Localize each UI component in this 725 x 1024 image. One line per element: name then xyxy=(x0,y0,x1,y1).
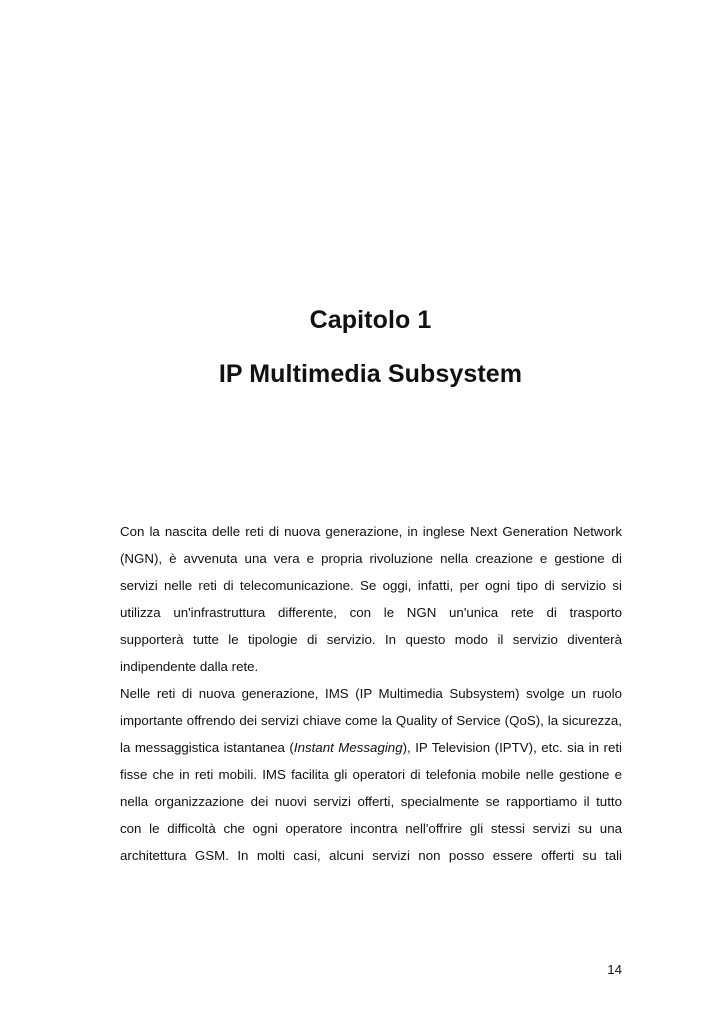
chapter-title-heading: IP Multimedia Subsystem xyxy=(218,360,523,388)
page-number: 14 xyxy=(607,962,622,977)
italic-term: Instant Messaging xyxy=(293,740,403,755)
paragraph-line: supporterà tutte le tipologie di servizio. In questo modo il servizio diventerà xyxy=(120,632,622,647)
paragraph-text: ), IP Television (IPTV), etc. sia in reti xyxy=(402,740,622,755)
paragraph-line: fisse che in reti mobili. IMS facilita gli operatori di telefonia mobile nelle gestione e xyxy=(120,767,622,782)
chapter-body-text xyxy=(120,518,622,869)
paragraph-line: servizi nelle reti di telecomunicazione. Se oggi, infatti, per ogni tipo di servizio si xyxy=(120,578,622,593)
paragraph-line: (NGN), è avvenuta una vera e propria rivoluzione nella creazione e gestione di xyxy=(120,551,622,566)
paragraph-line: indipendente dalla rete. xyxy=(120,659,259,674)
paragraph-line: Nelle reti di nuova generazione, IMS (IP Multimedia Subsystem) svolge un ruolo xyxy=(120,686,622,701)
paragraph-line: Con la nascita delle reti di nuova generazione, in inglese Next Generation Network xyxy=(120,524,622,539)
paragraph-line xyxy=(120,734,622,761)
paragraph-1 xyxy=(120,518,622,680)
paragraph-line: architettura GSM. In molti casi, alcuni servizi non posso essere offerti su tali xyxy=(120,848,622,863)
paragraph-line: utilizza un'infrastruttura differente, con le NGN un'unica rete di trasporto xyxy=(120,605,622,620)
paragraph-line: nella organizzazione dei nuovi servizi offerti, specialmente se rapportiamo il tutto xyxy=(120,794,622,809)
paragraph-text: la messaggistica istantanea ( xyxy=(120,740,294,755)
paragraph-line: con le difficoltà che ogni operatore incontra nell'offrire gli stessi servizi su una xyxy=(120,821,622,836)
paragraph-2 xyxy=(120,680,622,869)
chapter-number-heading: Capitolo 1 xyxy=(309,306,432,334)
paragraph-line: importante offrendo dei servizi chiave come la Quality of Service (QoS), la sicurezza, xyxy=(120,713,622,728)
